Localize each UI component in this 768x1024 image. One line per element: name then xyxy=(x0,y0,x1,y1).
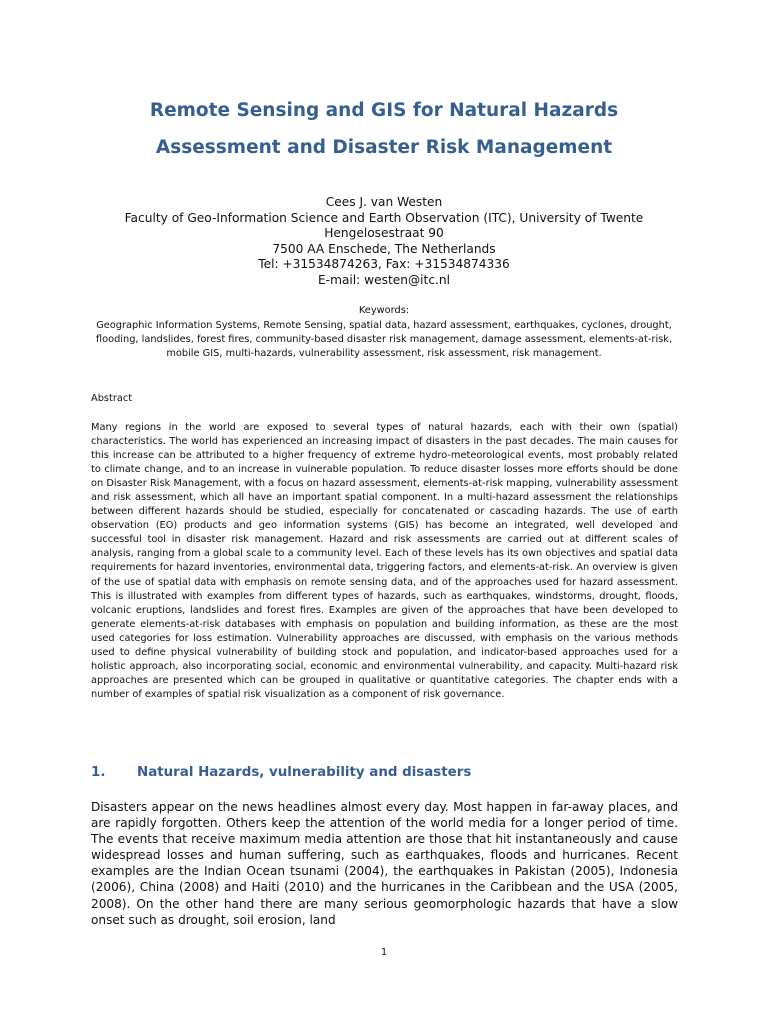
keywords-block xyxy=(88,304,680,361)
author-block xyxy=(0,195,768,288)
author-street: Hengelosestraat 90 xyxy=(324,226,444,240)
author-name: Cees J. van Westen xyxy=(325,195,443,209)
paper-title xyxy=(0,92,768,166)
author-affiliation: Faculty of Geo-Information Science and Earth Observation (ITC), University of Twente xyxy=(124,210,644,225)
section-number: 1. xyxy=(91,765,106,780)
paper-title-line-2: Assessment and Disaster Risk Management xyxy=(155,137,613,158)
author-phone: Tel: +31534874263, Fax: +31534874336 xyxy=(258,257,510,271)
author-city: 7500 AA Enschede, The Netherlands xyxy=(272,241,496,256)
page-number: 1 xyxy=(380,947,388,958)
paper-title-line-1: Remote Sensing and GIS for Natural Hazards xyxy=(149,100,619,121)
section-title: Natural Hazards, vulnerability and disasters xyxy=(137,765,472,780)
section-heading xyxy=(91,765,471,780)
author-email: E-mail: westen@itc.nl xyxy=(317,272,451,287)
section-text: Disasters appear on the news headlines almost every day. Most happen in far-away places, and are rapidly forgotten. Others keep the attention of the world media for a longer period of time. The events that receive maximum media attention are those that hit instantaneously and cause widespread losses and human suffering, such as earthquakes, floods and hurricanes. Recent examples are the Indian Ocean tsunami (2004), the earthquakes in Pakistan (2005), Indonesia (2006), China (2008) and Haiti (2010) and the hurricanes in the Caribbean and the USA (2005, 2008). On the other hand there are many serious geomorphologic hazards that have a slow onset such as drought, soil erosion, land xyxy=(91,800,678,927)
keywords-label: Keywords: xyxy=(358,305,410,316)
abstract-label: Abstract xyxy=(91,393,133,404)
keywords-text: Geographic Information Systems, Remote Sensing, spatial data, hazard assessment, earthquakes, cyclones, drought, flooding, landslides, forest fires, community-based disaster risk management, damage assessment, elements-at-risk, mobile GIS, multi-hazards, vulnerability assessment, risk assessment, risk management. xyxy=(95,320,673,359)
abstract-text: Many regions in the world are exposed to several types of natural hazards, each with their own (spatial) characteristics. The world has experienced an increasing impact of disasters in the past decades. The main causes for this increase can be attributed to a higher frequency of extreme hydro-meteorological events, most probably related to climate change, and to an increase in vulnerable population. To reduce disaster losses more efforts should be done on Disaster Risk Management, with a focus on hazard assessment, elements-at-risk mapping, vulnerability assessment and risk assessment, which all have an important spatial component. In a multi-hazard assessment the relationships between different hazards should be studied, especially for concatenated or cascading hazards. The use of earth observation (EO) products and geo information systems (GIS) has become an integrated, well developed and successful tool in disaster risk management. Hazard and risk assessments are carried out at different scales of analysis, ranging from a global scale to a community level. Each of these levels has its own objectives and spatial data requirements for hazard inventories, environmental data, triggering factors, and elements-at-risk. An overview is given of the use of spatial data with emphasis on remote sensing data, and of the approaches used for hazard assessment. This is illustrated with examples from different types of hazards, such as earthquakes, windstorms, drought, floods, volcanic eruptions, landslides and forest fires. Examples are given of the approaches that have been developed to generate elements-at-risk databases with emphasis on population and building information, as these are the most used categories for loss estimation. Vulnerability approaches are discussed, with emphasis on the various methods used to define physical vulnerability of building stock and population, and indicator-based approaches used for a holistic approach, also incorporating social, economic and environmental vulnerability, and capacity. Multi-hazard risk approaches are presented which can be grouped in qualitative or quantitative categories. The chapter ends with a number of examples of spatial risk visualization as a component of risk governance. xyxy=(91,422,678,700)
